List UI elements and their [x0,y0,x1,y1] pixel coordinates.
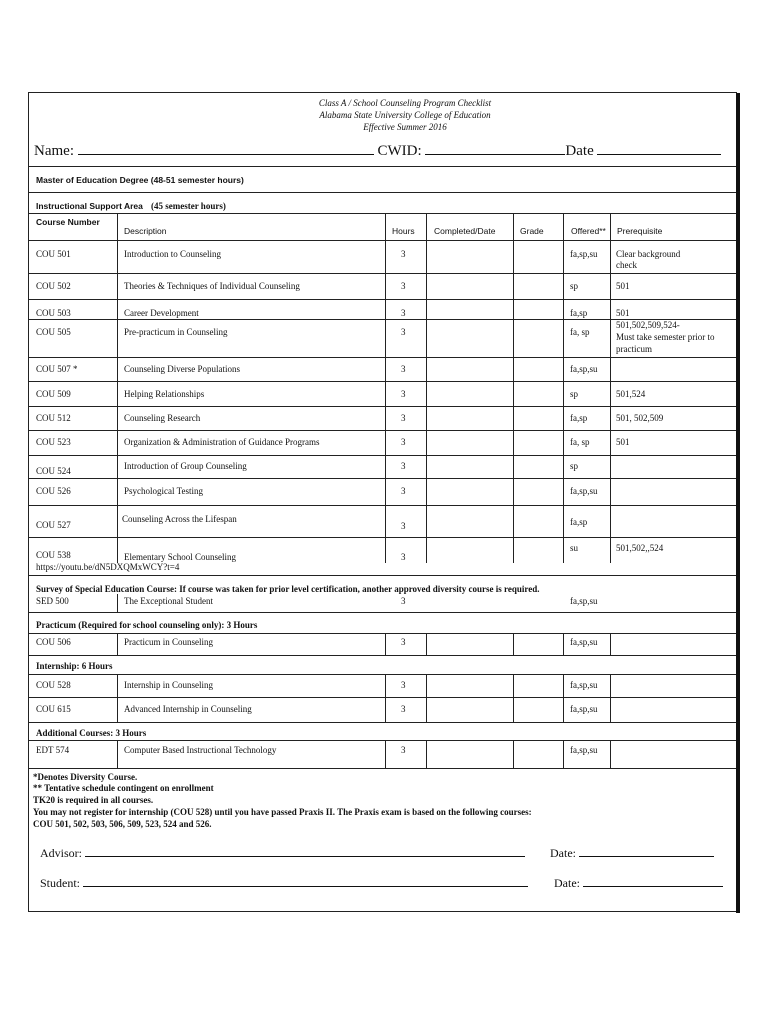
grid-line [385,740,386,768]
course-hours: 3 [401,327,406,337]
name-cwid-date-row [34,142,721,160]
course-offered: sp [570,281,579,291]
course-prereq: Clear background [616,249,681,259]
course-hours: 3 [401,461,406,471]
course-offered: fa,sp,su [570,596,598,606]
grid-line [563,740,564,768]
divider [29,357,736,358]
grid-line [117,674,118,722]
course-description: Practicum in Counseling [124,637,213,647]
note: You may not register for internship (COU 528) until you have passed Praxis II. The Praxis exam is based on the following courses: [33,807,532,817]
col-hours: Hours [392,226,415,236]
grid-line [385,214,386,563]
course-description: Counseling Research [124,413,201,423]
student-date-field[interactable] [583,876,723,887]
course-number: COU 524 [36,466,71,476]
course-number: COU 512 [36,413,71,423]
course-offered: sp [570,461,579,471]
course-offered: fa,sp [570,517,588,527]
right-border [736,93,740,913]
cwid-label: CWID: [377,143,422,159]
grid-line [426,633,427,655]
divider [29,192,736,193]
course-prereq: 501 [616,281,630,291]
course-description: Advanced Internship in Counseling [124,704,252,714]
course-hours: 3 [401,413,406,423]
course-prereq: Must take semester prior to [616,332,715,342]
course-description: Pre-practicum in Counseling [124,327,228,337]
note: ** Tentative schedule contingent on enrollment [33,783,214,793]
course-description: Computer Based Instructional Technology [124,745,277,755]
advisor-field[interactable] [85,846,525,857]
course-number: SED 500 [36,596,69,606]
internship-heading: Internship: 6 Hours [36,661,113,671]
course-description: Internship in Counseling [124,680,213,690]
divider [29,633,736,634]
course-offered: fa,sp,su [570,680,598,690]
divider [29,455,736,456]
course-description: Theories & Techniques of Individual Counseling [124,281,300,291]
course-description: Organization & Administration of Guidance Programs [124,437,320,447]
note: *Denotes Diversity Course. [33,772,138,782]
course-offered: fa,sp,su [570,745,598,755]
course-offered: fa, sp [570,327,590,337]
name-field[interactable] [78,142,374,155]
grid-line [610,674,611,722]
course-number: COU 505 [36,327,71,337]
student-date-row [554,876,723,891]
grid-line [610,633,611,655]
title-line-1: Class A / School Counseling Program Checklist [318,98,492,108]
divider [29,213,736,214]
divider [29,430,736,431]
title-line-2: Alabama State University College of Education [319,110,491,120]
cwid-field[interactable] [425,142,565,155]
divider [29,674,736,675]
date-field[interactable] [597,142,721,155]
divider [29,575,736,576]
course-offered: fa, sp [570,437,590,447]
divider [29,537,736,538]
col-completed: Completed/Date [434,226,496,236]
advisor-signature-row [40,846,525,861]
course-hours: 3 [401,364,406,374]
course-description: Career Development [124,308,199,318]
course-number: EDT 574 [36,745,70,755]
course-number: COU 502 [36,281,71,291]
course-hours: 3 [401,281,406,291]
note: COU 501, 502, 503, 506, 509, 523, 524 and 526. [33,819,212,829]
course-number: COU 538 [36,550,71,560]
divider [29,166,736,167]
course-hours: 3 [401,521,406,531]
divider [29,381,736,382]
divider [29,240,736,241]
course-offered: fa,sp,su [570,704,598,714]
grid-line [385,674,386,722]
course-prereq: 501,502,,524 [616,543,664,553]
course-number: COU 526 [36,486,71,496]
advisor-date-row [550,846,714,861]
course-offered: sp [570,389,579,399]
grid-line [385,633,386,655]
col-grade: Grade [520,226,544,236]
course-hours: 3 [401,437,406,447]
support-area-hours: (45 semester hours) [151,201,226,211]
course-description: Introduction of Group Counseling [124,461,247,471]
name-label: Name: [34,143,74,159]
advisor-date-label: Date: [550,846,576,860]
course-hours: 3 [401,486,406,496]
course-description: Introduction to Counseling [124,249,221,259]
col-course-number: Course Number [36,217,100,227]
course-number: COU 528 [36,680,71,690]
course-number: COU 527 [36,520,71,530]
divider [29,740,736,741]
divider [29,768,736,769]
grid-line [563,214,564,563]
special-ed-heading: Survey of Special Education Course: If course was taken for prior level certification, another approved diversity course is required. [36,584,540,594]
course-offered: fa,sp,su [570,364,598,374]
title-line-3: Effective Summer 2016 [363,122,447,132]
course-number: COU 523 [36,437,71,447]
grid-line [117,594,118,612]
grid-line [117,214,118,563]
course-description: Counseling Diverse Populations [124,364,240,374]
course-hours: 3 [401,637,406,647]
divider [29,612,736,613]
grid-line [117,740,118,768]
divider [29,697,736,698]
divider [29,406,736,407]
course-hours: 3 [401,704,406,714]
col-prerequisite: Prerequisite [617,226,663,236]
grid-line [563,633,564,655]
student-signature-row [40,876,528,891]
grid-line [513,214,514,563]
grid-line [117,633,118,655]
student-label: Student: [40,876,81,890]
course-prereq: 501 [616,437,630,447]
course-hours: 3 [401,249,406,259]
divider [29,273,736,274]
course-number: COU 503 [36,308,71,318]
course-prereq: practicum [616,344,652,354]
divider [29,299,736,300]
additional-heading: Additional Courses: 3 Hours [36,728,147,738]
course-prereq: 501 [616,308,630,318]
grid-line [563,674,564,722]
course-hours: 3 [401,680,406,690]
course-prereq: 501,502,509,524- [616,320,680,330]
practicum-heading: Practicum (Required for school counseling only): 3 Hours [36,620,258,630]
support-area-label: Instructional Support Area [36,201,143,211]
grid-line [610,740,611,768]
grid-line [426,674,427,722]
course-hours: 3 [401,745,406,755]
course-offered: fa,sp,su [570,249,598,259]
course-hours: 3 [401,552,406,562]
course-description: The Exceptional Student [124,596,213,606]
divider [29,655,736,656]
course-offered: fa,sp,su [570,486,598,496]
advisor-date-field[interactable] [579,846,714,857]
course-number: COU 509 [36,389,71,399]
student-field[interactable] [83,876,528,887]
url-note: https://youtu.be/dN5DXQMxWCY?t=4 [36,562,180,572]
col-offered: Offered** [571,226,606,236]
col-description: Description [124,226,167,236]
course-offered: fa,sp [570,308,588,318]
course-offered: fa,sp [570,413,588,423]
course-prereq: check [616,260,637,270]
student-date-label: Date: [554,876,580,890]
course-description: Psychological Testing [124,486,203,496]
course-hours: 3 [401,308,406,318]
course-description: Elementary School Counseling [124,552,236,562]
advisor-label: Advisor: [40,846,82,860]
course-offered: fa,sp,su [570,637,598,647]
course-number: COU 501 [36,249,71,259]
date-label: Date [565,143,594,159]
course-number: COU 506 [36,637,71,647]
course-prereq: 501,524 [616,389,646,399]
course-description: Helping Relationships [124,389,205,399]
divider [29,505,736,506]
divider [29,478,736,479]
course-number: COU 615 [36,704,71,714]
grid-line [610,214,611,563]
course-hours: 3 [401,596,406,606]
grid-line [513,633,514,655]
divider [29,722,736,723]
course-hours: 3 [401,389,406,399]
course-prereq: 501, 502,509 [616,413,664,423]
grid-line [426,740,427,768]
degree-title: Master of Education Degree (48-51 semester hours) [36,175,244,185]
grid-line [513,740,514,768]
course-offered: su [570,543,579,553]
course-number: COU 507 * [36,364,78,374]
note: TK20 is required in all courses. [33,795,154,805]
course-description: Counseling Across the Lifespan [122,514,237,524]
grid-line [513,674,514,722]
grid-line [426,214,427,563]
